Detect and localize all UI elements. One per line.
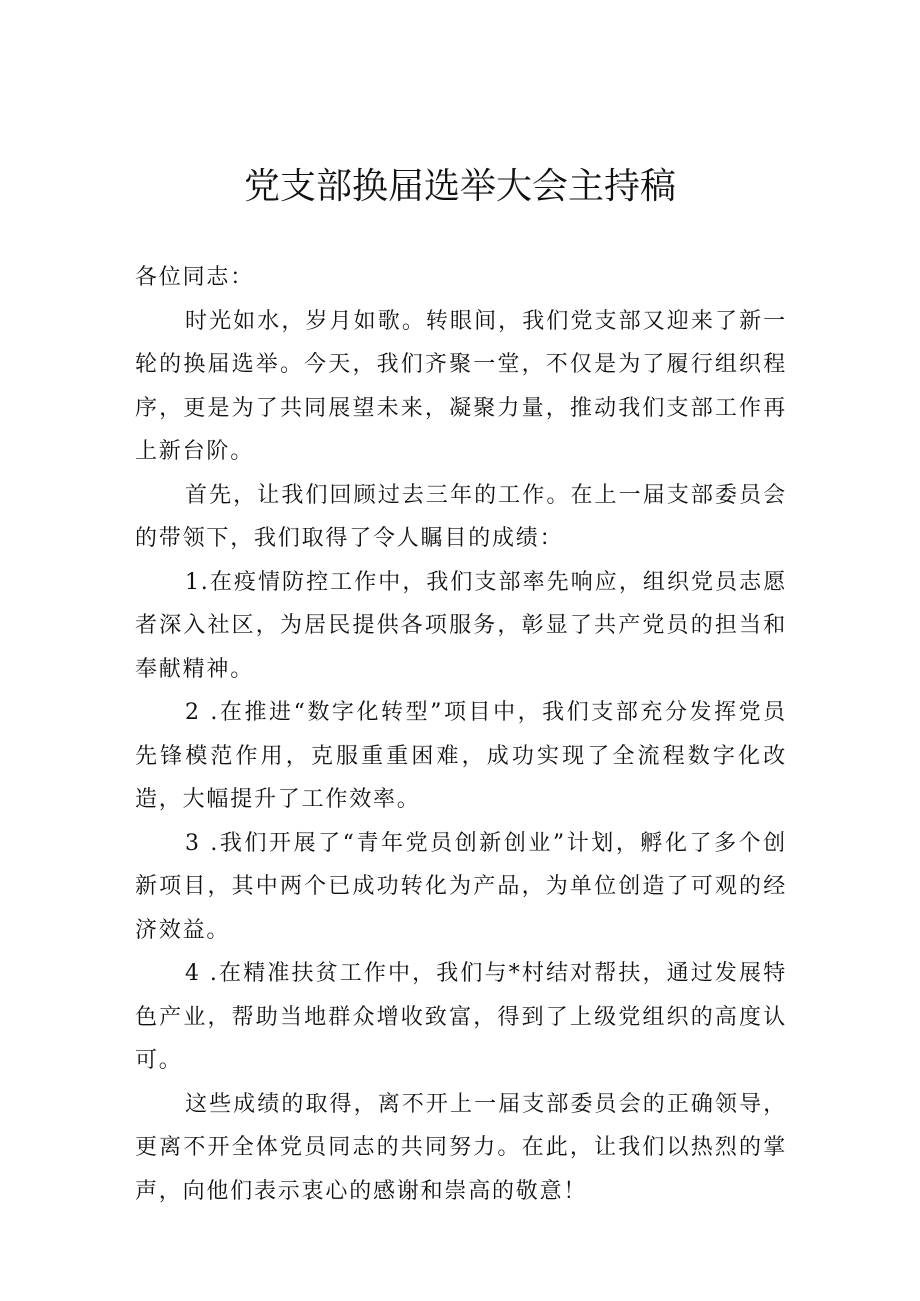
salutation: 各位同志： — [135, 265, 255, 290]
paragraph-achievement-4: 4 .在精准扶贫工作中，我们与*村结对帮扶，通过发展特色产业，帮助当地群众增收致富，得到了上级党组织的高度认可。 — [135, 961, 787, 1073]
paragraph-achievement-1: 1.在疫情防控工作中，我们支部率先响应，组织党员志愿者深入社区，为居民提供各项服务，彰显了共产党员的担当和奉献精神。 — [135, 569, 787, 682]
document-body — [135, 256, 787, 1213]
paragraph-intro: 时光如水，岁月如歌。转眼间，我们党支部又迎来了新一轮的换届选举。今天，我们齐聚一堂，不仅是为了履行组织程序，更是为了共同展望未来，凝聚力量，推动我们支部工作再上新台阶。 — [135, 308, 787, 464]
paragraph-achievement-2: 2 .在推进“数字化转型”项目中，我们支部充分发挥党员先锋模范作用，克服重重困难，成功实现了全流程数字化改造，大幅提升了工作效率。 — [135, 700, 787, 812]
paragraph-achievement-3: 3 .我们开展了“青年党员创新创业”计划，孵化了多个创新项目，其中两个已成功转化为产品，为单位创造了可观的经济效益。 — [135, 830, 787, 943]
document-title: 党支部换届选举大会主持稿 — [243, 166, 676, 207]
paragraph-review: 首先，让我们回顾过去三年的工作。在上一届支部委员会的带领下，我们取得了令人瞩目的成绩： — [135, 482, 787, 551]
paragraph-thanks: 这些成绩的取得，离不开上一届支部委员会的正确领导，更离不开全体党员同志的共同努力。在此，让我们以热烈的掌声，向他们表示衷心的感谢和崇高的敬意！ — [135, 1091, 787, 1204]
